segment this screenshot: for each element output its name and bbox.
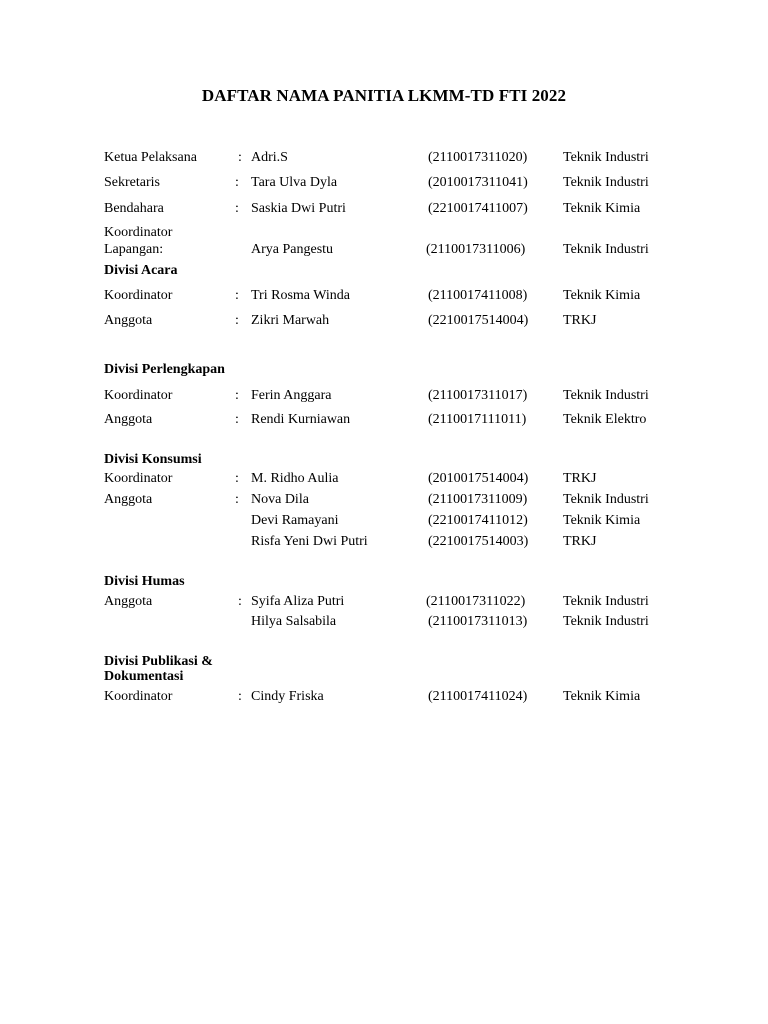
member-nim: (2110017311009) — [428, 492, 528, 507]
separator: : — [238, 150, 242, 165]
member-prodi: Teknik Elektro — [563, 412, 647, 427]
separator: : — [235, 412, 239, 427]
member-name: Ferin Anggara — [251, 388, 332, 403]
member-prodi: Teknik Kimia — [563, 288, 641, 303]
member-name: M. Ridho Aulia — [251, 471, 339, 486]
member-nim: (2210017411012) — [428, 513, 528, 528]
division-heading: Divisi Publikasi & — [104, 654, 213, 669]
member-nim: (2110017411024) — [428, 689, 528, 704]
member-prodi: TRKJ — [563, 313, 597, 328]
role-label: Koordinator — [104, 471, 173, 486]
member-prodi: Teknik Kimia — [563, 689, 641, 704]
member-name: Arya Pangestu — [251, 242, 334, 257]
member-prodi: Teknik Industri — [563, 594, 649, 609]
separator: : — [235, 313, 239, 328]
member-nim: (2010017311041) — [428, 175, 528, 190]
role-label: Koordinator — [104, 388, 173, 403]
member-nim: (2110017311013) — [428, 614, 528, 629]
member-prodi: Teknik Industri — [563, 492, 649, 507]
division-heading: Divisi Humas — [104, 574, 185, 589]
separator: : — [235, 175, 239, 190]
division-heading: Divisi Konsumsi — [104, 452, 202, 467]
member-name: Rendi Kurniawan — [251, 412, 351, 427]
role-label: Koordinator — [104, 288, 173, 303]
member-nim: (2110017411008) — [428, 288, 528, 303]
member-name: Tara Ulva Dyla — [251, 175, 338, 190]
member-nim: (2110017111011) — [428, 412, 527, 427]
member-prodi: Teknik Kimia — [563, 201, 641, 216]
role-label: Koordinator — [104, 689, 173, 704]
division-heading: Dokumentasi — [104, 669, 184, 684]
member-nim: (2110017311022) — [426, 594, 526, 609]
member-name: Zikri Marwah — [251, 313, 330, 328]
role-label: Lapangan: — [104, 242, 164, 257]
member-name: Cindy Friska — [251, 689, 324, 704]
member-nim: (2210017514003) — [428, 534, 529, 549]
member-prodi: Teknik Kimia — [563, 513, 641, 528]
member-name: Tri Rosma Winda — [251, 288, 351, 303]
role-label: Koordinator — [104, 225, 173, 240]
role-label: Anggota — [104, 313, 153, 328]
role-label: Anggota — [104, 594, 153, 609]
member-name: Devi Ramayani — [251, 513, 339, 528]
role-label: Anggota — [104, 412, 153, 427]
division-heading: Divisi Acara — [104, 263, 178, 278]
separator: : — [235, 388, 239, 403]
role-label: Ketua Pelaksana — [104, 150, 197, 165]
member-name: Syifa Aliza Putri — [251, 594, 345, 609]
member-prodi: Teknik Industri — [563, 242, 649, 257]
member-prodi: TRKJ — [563, 534, 597, 549]
member-nim: (2110017311017) — [428, 388, 528, 403]
member-prodi: TRKJ — [563, 471, 597, 486]
separator: : — [235, 201, 239, 216]
member-prodi: Teknik Industri — [563, 388, 649, 403]
role-label: Sekretaris — [104, 175, 160, 190]
member-name: Risfa Yeni Dwi Putri — [251, 534, 368, 549]
member-prodi: Teknik Industri — [563, 150, 649, 165]
role-label: Bendahara — [104, 201, 164, 216]
separator: : — [238, 594, 242, 609]
member-nim: (2110017311006) — [426, 242, 526, 257]
separator: : — [238, 689, 242, 704]
member-name: Saskia Dwi Putri — [251, 201, 346, 216]
member-prodi: Teknik Industri — [563, 614, 649, 629]
member-nim: (2210017411007) — [428, 201, 528, 216]
member-nim: (2010017514004) — [428, 471, 529, 486]
separator: : — [235, 288, 239, 303]
member-name: Hilya Salsabila — [251, 614, 337, 629]
member-name: Nova Dila — [251, 492, 309, 507]
separator: : — [235, 492, 239, 507]
member-nim: (2210017514004) — [428, 313, 529, 328]
member-prodi: Teknik Industri — [563, 175, 649, 190]
member-nim: (2110017311020) — [428, 150, 528, 165]
member-name: Adri.S — [251, 150, 288, 165]
division-heading: Divisi Perlengkapan — [104, 362, 225, 377]
separator: : — [235, 471, 239, 486]
role-label: Anggota — [104, 492, 153, 507]
document-title: DAFTAR NAMA PANITIA LKMM-TD FTI 2022 — [201, 86, 567, 105]
